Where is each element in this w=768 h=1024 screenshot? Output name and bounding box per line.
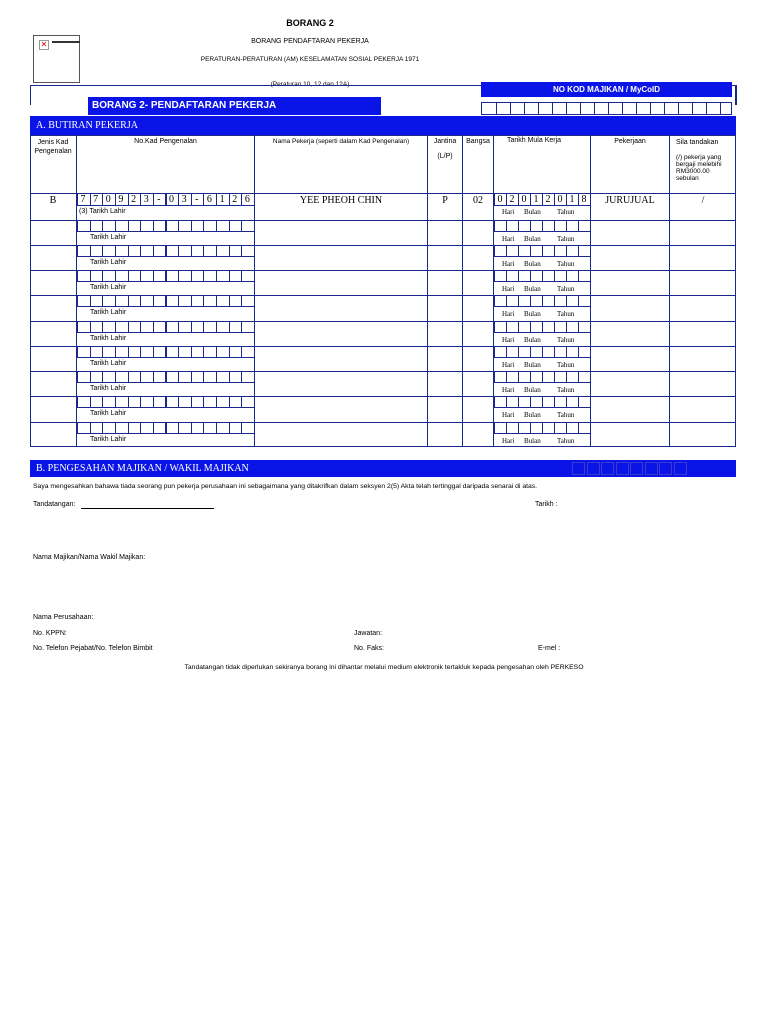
ic-digit-box[interactable] bbox=[203, 371, 217, 383]
row1-ic-digit: 1 bbox=[219, 194, 225, 205]
ic-digit-box[interactable] bbox=[241, 245, 255, 257]
ic-digit-box[interactable] bbox=[241, 220, 255, 232]
ic-digit-box[interactable] bbox=[203, 220, 217, 232]
ic-digit-box[interactable] bbox=[115, 270, 129, 282]
dob-label: Tarikh Lahir bbox=[90, 360, 127, 367]
ic-digit-box[interactable] bbox=[241, 422, 255, 434]
ic-digit-box[interactable] bbox=[229, 422, 243, 434]
footer-note: Tandatangan tidak diperlukan sekiranya borang ini dihantar melalui medium elektronik tertakluk kepada pengesahan oleh PERKESO bbox=[184, 664, 584, 671]
row1-ic-digit: 3 bbox=[143, 194, 149, 205]
row1-start-date-digit: 0 bbox=[497, 194, 503, 205]
ic-digit-box[interactable] bbox=[77, 346, 91, 358]
ic-digit-box[interactable] bbox=[77, 396, 91, 408]
date-digit-box[interactable] bbox=[578, 245, 591, 257]
dob-label: Tarikh Lahir bbox=[90, 335, 127, 342]
col-header-salary-sub: (/) pekerja yang bergaji melebihi RM3000.00 sebulan bbox=[676, 154, 722, 182]
ic-digit-box[interactable] bbox=[140, 295, 154, 307]
date-tahun-label: Tahun bbox=[557, 386, 575, 394]
ic-digit-box[interactable] bbox=[90, 245, 104, 257]
dob-label: Tarikh Lahir bbox=[90, 259, 127, 266]
row1-ic-digit: - bbox=[157, 194, 161, 205]
date-digit-box[interactable] bbox=[578, 270, 591, 282]
employer-code-box-divider bbox=[678, 103, 679, 114]
ic-digit-box[interactable] bbox=[178, 220, 192, 232]
ic-digit-box[interactable] bbox=[90, 422, 104, 434]
date-digit-box[interactable] bbox=[578, 422, 591, 434]
dob-label: Tarikh Lahir bbox=[90, 309, 127, 316]
ic-digit-box[interactable] bbox=[216, 245, 230, 257]
row1-ic-digit: 0 bbox=[105, 194, 111, 205]
row1-start-date-digit: 0 bbox=[521, 194, 527, 205]
ic-digit-box[interactable] bbox=[216, 220, 230, 232]
row1-salary-tick[interactable]: / bbox=[701, 195, 705, 206]
ic-digit-box[interactable] bbox=[77, 371, 91, 383]
ic-digit-box[interactable] bbox=[115, 371, 129, 383]
ic-digit-box[interactable] bbox=[166, 396, 180, 408]
date-digit-box[interactable] bbox=[578, 371, 591, 383]
ic-digit-box[interactable] bbox=[128, 321, 142, 333]
employer-code-box-divider bbox=[636, 103, 637, 114]
ic-digit-box[interactable] bbox=[77, 295, 91, 307]
ic-digit-box[interactable] bbox=[229, 371, 243, 383]
date-tahun-label: Tahun bbox=[557, 260, 575, 268]
row1-ic-digit: 6 bbox=[206, 194, 212, 205]
date-tahun-label: Tahun bbox=[557, 285, 575, 293]
row1-ic-digit: 2 bbox=[131, 194, 137, 205]
ic-digit-box[interactable] bbox=[128, 245, 142, 257]
ic-digit-box[interactable] bbox=[102, 396, 116, 408]
date-hari-label: Hari bbox=[502, 285, 515, 293]
row1-race[interactable]: 02 bbox=[473, 195, 483, 206]
row1-start-date-digit: 2 bbox=[545, 194, 551, 205]
ic-digit-box[interactable] bbox=[216, 422, 230, 434]
employer-code-box-divider bbox=[510, 103, 511, 114]
ic-digit-box[interactable] bbox=[140, 245, 154, 257]
ic-digit-box[interactable] bbox=[241, 371, 255, 383]
date-hari-label: Hari bbox=[502, 310, 515, 318]
date-bulan-label: Bulan bbox=[524, 208, 541, 216]
row1-start-date-digit: 2 bbox=[509, 194, 515, 205]
date-tahun-label: Tahun bbox=[557, 411, 575, 419]
employer-code-box-divider bbox=[664, 103, 665, 114]
ic-digit-box[interactable] bbox=[140, 321, 154, 333]
ic-digit-box[interactable] bbox=[153, 396, 167, 408]
ic-digit-box[interactable] bbox=[216, 396, 230, 408]
ic-digit-box[interactable] bbox=[216, 371, 230, 383]
ic-digit-box[interactable] bbox=[178, 295, 192, 307]
regulation-reference: (Peraturan 10, 12 dan 12A) bbox=[270, 81, 350, 88]
date-tahun-label: Tahun bbox=[557, 310, 575, 318]
ic-digit-box[interactable] bbox=[166, 270, 180, 282]
employer-code-box-divider bbox=[706, 103, 707, 114]
ic-digit-box[interactable] bbox=[128, 346, 142, 358]
ic-digit-box[interactable] bbox=[203, 346, 217, 358]
ic-digit-box[interactable] bbox=[229, 346, 243, 358]
ic-digit-box[interactable] bbox=[128, 270, 142, 282]
section-b-box bbox=[587, 462, 600, 475]
employer-code-label: NO KOD MAJIKAN / MyCoID bbox=[481, 82, 732, 97]
employer-code-box-divider bbox=[524, 103, 525, 114]
ic-digit-box[interactable] bbox=[153, 371, 167, 383]
employer-name-label: Nama Majikan/Nama Wakil Majikan: bbox=[33, 554, 146, 561]
row1-start-date-digit: 8 bbox=[581, 194, 587, 205]
ic-digit-box[interactable] bbox=[153, 346, 167, 358]
ic-digit-box[interactable] bbox=[153, 295, 167, 307]
col-header-race: Bangsa bbox=[466, 138, 490, 145]
date-tahun-label: Tahun bbox=[557, 208, 575, 216]
ic-digit-box[interactable] bbox=[178, 422, 192, 434]
ic-digit-box[interactable] bbox=[128, 396, 142, 408]
row1-ic-digit: 6 bbox=[244, 194, 250, 205]
dob-label: Tarikh Lahir bbox=[90, 284, 127, 291]
ic-digit-box[interactable] bbox=[203, 321, 217, 333]
section-b-box bbox=[616, 462, 629, 475]
row1-ic-digit: 3 bbox=[181, 194, 187, 205]
ic-digit-box[interactable] bbox=[102, 371, 116, 383]
ic-digit-box[interactable] bbox=[216, 270, 230, 282]
ic-digit-box[interactable] bbox=[216, 346, 230, 358]
ic-digit-box[interactable] bbox=[140, 270, 154, 282]
ic-digit-box[interactable] bbox=[241, 396, 255, 408]
ic-digit-box[interactable] bbox=[229, 220, 243, 232]
section-a-title: A. BUTIRAN PEKERJA bbox=[30, 116, 736, 135]
ic-digit-box[interactable] bbox=[90, 321, 104, 333]
ic-digit-box[interactable] bbox=[115, 321, 129, 333]
row1-ic-digit: 7 bbox=[93, 194, 99, 205]
ic-digit-box[interactable] bbox=[90, 295, 104, 307]
dob-label: Tarikh Lahir bbox=[90, 436, 127, 443]
ic-digit-box[interactable] bbox=[153, 270, 167, 282]
ic-digit-box[interactable] bbox=[115, 396, 129, 408]
date-hari-label: Hari bbox=[502, 386, 515, 394]
ic-digit-box[interactable] bbox=[90, 396, 104, 408]
section-b-boxes bbox=[572, 462, 688, 475]
row1-gender[interactable]: P bbox=[442, 195, 448, 206]
ic-digit-box[interactable] bbox=[102, 245, 116, 257]
ic-digit-box[interactable] bbox=[140, 346, 154, 358]
ic-digit-box[interactable] bbox=[191, 295, 205, 307]
email-label: E-mel : bbox=[538, 645, 561, 652]
date-hari-label: Hari bbox=[502, 336, 515, 344]
ic-digit-box[interactable] bbox=[77, 220, 91, 232]
row1-employee-name[interactable]: YEE PHEOH CHIN bbox=[299, 195, 383, 206]
row1-ic-digit: - bbox=[195, 194, 199, 205]
ic-digit-box[interactable] bbox=[115, 245, 129, 257]
row1-ic-digit: 0 bbox=[169, 194, 174, 205]
ic-digit-box[interactable] bbox=[166, 346, 180, 358]
dob-label: (3) Tarikh Lahir bbox=[79, 208, 126, 215]
kppn-label: No. KPPN: bbox=[33, 630, 67, 637]
date-hari-label: Hari bbox=[502, 411, 515, 419]
ic-digit-box[interactable] bbox=[203, 245, 217, 257]
ic-digit-box[interactable] bbox=[178, 270, 192, 282]
date-hari-label: Hari bbox=[502, 361, 515, 369]
ic-digit-box[interactable] bbox=[153, 220, 167, 232]
employer-code-box-divider bbox=[594, 103, 595, 114]
section-b-box bbox=[572, 462, 585, 475]
ic-digit-box[interactable] bbox=[203, 295, 217, 307]
row1-start-date-digit: 0 bbox=[557, 194, 563, 205]
ic-digit-box[interactable] bbox=[153, 245, 167, 257]
date-tahun-label: Tahun bbox=[557, 336, 575, 344]
ic-digit-box[interactable] bbox=[115, 220, 129, 232]
dob-label: Tarikh Lahir bbox=[90, 410, 127, 417]
regulation-title: PERATURAN-PERATURAN (AM) KESELAMATAN SOSIAL PEKERJA 1971 bbox=[200, 56, 420, 63]
ic-digit-box[interactable] bbox=[90, 270, 104, 282]
ic-digit-box[interactable] bbox=[166, 220, 180, 232]
form-right-border bbox=[736, 85, 737, 105]
section-b-box bbox=[645, 462, 658, 475]
ic-digit-box[interactable] bbox=[178, 245, 192, 257]
logo-box bbox=[33, 35, 80, 83]
date-bulan-label: Bulan bbox=[524, 260, 541, 268]
row1-ic-digit: 9 bbox=[118, 194, 124, 205]
ic-digit-box[interactable] bbox=[128, 220, 142, 232]
table-column-divider bbox=[462, 135, 463, 447]
date-tahun-label: Tahun bbox=[557, 235, 575, 243]
col-header-start-date: Tarikh Mula Kerja bbox=[506, 137, 562, 144]
form-number: BORANG 2 bbox=[286, 18, 334, 28]
date-label: Tarikh : bbox=[535, 501, 558, 508]
ic-digit-box[interactable] bbox=[166, 295, 180, 307]
ic-digit-box[interactable] bbox=[229, 270, 243, 282]
ic-digit-box[interactable] bbox=[203, 422, 217, 434]
ic-digit-box[interactable] bbox=[191, 422, 205, 434]
ic-digit-box[interactable] bbox=[140, 371, 154, 383]
section-b-box bbox=[659, 462, 672, 475]
row1-id-type[interactable]: B bbox=[49, 195, 57, 206]
col-header-jenis: Jenis Kad Pengenalan bbox=[34, 139, 72, 155]
ic-digit-box[interactable] bbox=[178, 396, 192, 408]
col-header-salary: Sila tandakan bbox=[676, 139, 719, 146]
ic-digit-box[interactable] bbox=[216, 295, 230, 307]
ic-digit-box[interactable] bbox=[178, 321, 192, 333]
ic-digit-box[interactable] bbox=[102, 295, 116, 307]
broken-image-icon: ✕ bbox=[40, 40, 48, 49]
company-name-label: Nama Perusahaan: bbox=[33, 614, 94, 621]
ic-digit-box[interactable] bbox=[166, 371, 180, 383]
signature-label: Tandatangan: bbox=[33, 501, 76, 508]
ic-digit-box[interactable] bbox=[115, 295, 129, 307]
col-header-name: Nama Pekerja (seperti dalam Kad Pengenalan) bbox=[272, 138, 410, 145]
date-hari-label: Hari bbox=[502, 437, 515, 445]
logo-placeholder-bar bbox=[52, 41, 80, 43]
date-bulan-label: Bulan bbox=[524, 336, 541, 344]
fax-label: No. Faks: bbox=[354, 645, 384, 652]
ic-digit-box[interactable] bbox=[203, 270, 217, 282]
ic-digit-box[interactable] bbox=[191, 371, 205, 383]
ic-digit-box[interactable] bbox=[77, 422, 91, 434]
ic-digit-box[interactable] bbox=[140, 220, 154, 232]
ic-digit-box[interactable] bbox=[90, 371, 104, 383]
employer-code-box-divider bbox=[608, 103, 609, 114]
ic-digit-box[interactable] bbox=[191, 396, 205, 408]
section-b-box bbox=[674, 462, 687, 475]
employer-code-box-divider bbox=[692, 103, 693, 114]
date-bulan-label: Bulan bbox=[524, 386, 541, 394]
ic-digit-box[interactable] bbox=[128, 422, 142, 434]
ic-digit-box[interactable] bbox=[166, 422, 180, 434]
ic-digit-box[interactable] bbox=[166, 321, 180, 333]
employer-code-input[interactable] bbox=[481, 102, 732, 115]
date-digit-box[interactable] bbox=[578, 295, 591, 307]
ic-digit-box[interactable] bbox=[191, 245, 205, 257]
ic-digit-box[interactable] bbox=[178, 371, 192, 383]
ic-digit-box[interactable] bbox=[178, 346, 192, 358]
ic-digit-box[interactable] bbox=[140, 396, 154, 408]
ic-digit-box[interactable] bbox=[241, 346, 255, 358]
date-bulan-label: Bulan bbox=[524, 235, 541, 243]
ic-digit-box[interactable] bbox=[153, 422, 167, 434]
date-bulan-label: Bulan bbox=[524, 437, 541, 445]
section-b-box bbox=[601, 462, 614, 475]
ic-digit-box[interactable] bbox=[191, 220, 205, 232]
ic-digit-box[interactable] bbox=[241, 321, 255, 333]
ic-digit-box[interactable] bbox=[77, 270, 91, 282]
table-column-divider bbox=[427, 135, 428, 447]
col-header-gender-sub: (L/P) bbox=[437, 153, 453, 160]
table-column-divider bbox=[669, 135, 670, 447]
employer-code-box-divider bbox=[538, 103, 539, 114]
ic-digit-box[interactable] bbox=[90, 220, 104, 232]
ic-digit-box[interactable] bbox=[191, 270, 205, 282]
signature-line[interactable] bbox=[81, 508, 214, 509]
date-hari-label: Hari bbox=[502, 235, 515, 243]
date-hari-label: Hari bbox=[502, 208, 515, 216]
phone-label: No. Telefon Pejabat/No. Telefon Bimbit bbox=[33, 645, 153, 652]
confirmation-statement: Saya mengesahkan bahawa tiada seorang pun pekerja perusahaan ini sebagaimana yang ditakrifkan dalam seksyen 2(5) Akta telah tertinggal daripada senarai di atas. bbox=[33, 483, 538, 490]
form-banner-title: BORANG 2- PENDAFTARAN PEKERJA bbox=[88, 97, 381, 115]
employer-code-box-divider bbox=[566, 103, 567, 114]
ic-digit-box[interactable] bbox=[102, 270, 116, 282]
ic-digit-box[interactable] bbox=[115, 422, 129, 434]
dob-label: Tarikh Lahir bbox=[90, 385, 127, 392]
row1-start-date-digit: 1 bbox=[533, 194, 539, 205]
date-bulan-label: Bulan bbox=[524, 285, 541, 293]
ic-digit-box[interactable] bbox=[90, 346, 104, 358]
row1-start-date-digit: 1 bbox=[569, 194, 575, 205]
ic-digit-box[interactable] bbox=[229, 295, 243, 307]
ic-digit-box[interactable] bbox=[102, 321, 116, 333]
ic-digit-box[interactable] bbox=[229, 245, 243, 257]
employer-code-box-divider bbox=[552, 103, 553, 114]
row1-occupation[interactable]: JURUJUAL bbox=[605, 195, 655, 206]
date-digit-box[interactable] bbox=[578, 346, 591, 358]
ic-digit-box[interactable] bbox=[153, 321, 167, 333]
section-b-title: B. PENGESAHAN MAJIKAN / WAKIL MAJIKAN bbox=[30, 460, 736, 477]
ic-digit-box[interactable] bbox=[77, 245, 91, 257]
date-digit-box[interactable] bbox=[578, 220, 591, 232]
ic-digit-box[interactable] bbox=[102, 220, 116, 232]
col-header-gender: Jantina bbox=[433, 138, 457, 145]
employer-code-box-divider bbox=[720, 103, 721, 114]
dob-label: Tarikh Lahir bbox=[90, 234, 127, 241]
ic-digit-box[interactable] bbox=[229, 321, 243, 333]
employer-code-box-divider bbox=[622, 103, 623, 114]
row1-ic-digit: 7 bbox=[80, 194, 86, 205]
date-bulan-label: Bulan bbox=[524, 310, 541, 318]
ic-digit-box[interactable] bbox=[241, 295, 255, 307]
date-tahun-label: Tahun bbox=[557, 437, 575, 445]
ic-digit-box[interactable] bbox=[241, 270, 255, 282]
ic-digit-box[interactable] bbox=[229, 396, 243, 408]
position-label: Jawatan: bbox=[354, 630, 383, 637]
ic-digit-box[interactable] bbox=[191, 321, 205, 333]
ic-digit-box[interactable] bbox=[191, 346, 205, 358]
ic-digit-box[interactable] bbox=[203, 396, 217, 408]
form-subtitle: BORANG PENDAFTARAN PEKERJA bbox=[251, 38, 369, 45]
ic-digit-box[interactable] bbox=[115, 346, 129, 358]
date-hari-label: Hari bbox=[502, 260, 515, 268]
col-header-occupation: Pekerjaan bbox=[614, 138, 646, 145]
ic-digit-box[interactable] bbox=[166, 245, 180, 257]
employer-code-box-divider bbox=[496, 103, 497, 114]
date-digit-box[interactable] bbox=[578, 396, 591, 408]
date-tahun-label: Tahun bbox=[557, 361, 575, 369]
employer-code-box-divider bbox=[650, 103, 651, 114]
date-bulan-label: Bulan bbox=[524, 411, 541, 419]
employer-code-box-divider bbox=[580, 103, 581, 114]
date-bulan-label: Bulan bbox=[524, 361, 541, 369]
date-digit-box[interactable] bbox=[578, 321, 591, 333]
col-header-ic: No.Kad Pengenalan bbox=[134, 138, 197, 145]
ic-digit-box[interactable] bbox=[128, 371, 142, 383]
ic-digit-box[interactable] bbox=[102, 346, 116, 358]
ic-digit-box[interactable] bbox=[77, 321, 91, 333]
section-b-box bbox=[630, 462, 643, 475]
ic-digit-box[interactable] bbox=[102, 422, 116, 434]
ic-digit-box[interactable] bbox=[216, 321, 230, 333]
row1-ic-digit: 2 bbox=[232, 194, 238, 205]
ic-digit-box[interactable] bbox=[128, 295, 142, 307]
ic-digit-box[interactable] bbox=[140, 422, 154, 434]
